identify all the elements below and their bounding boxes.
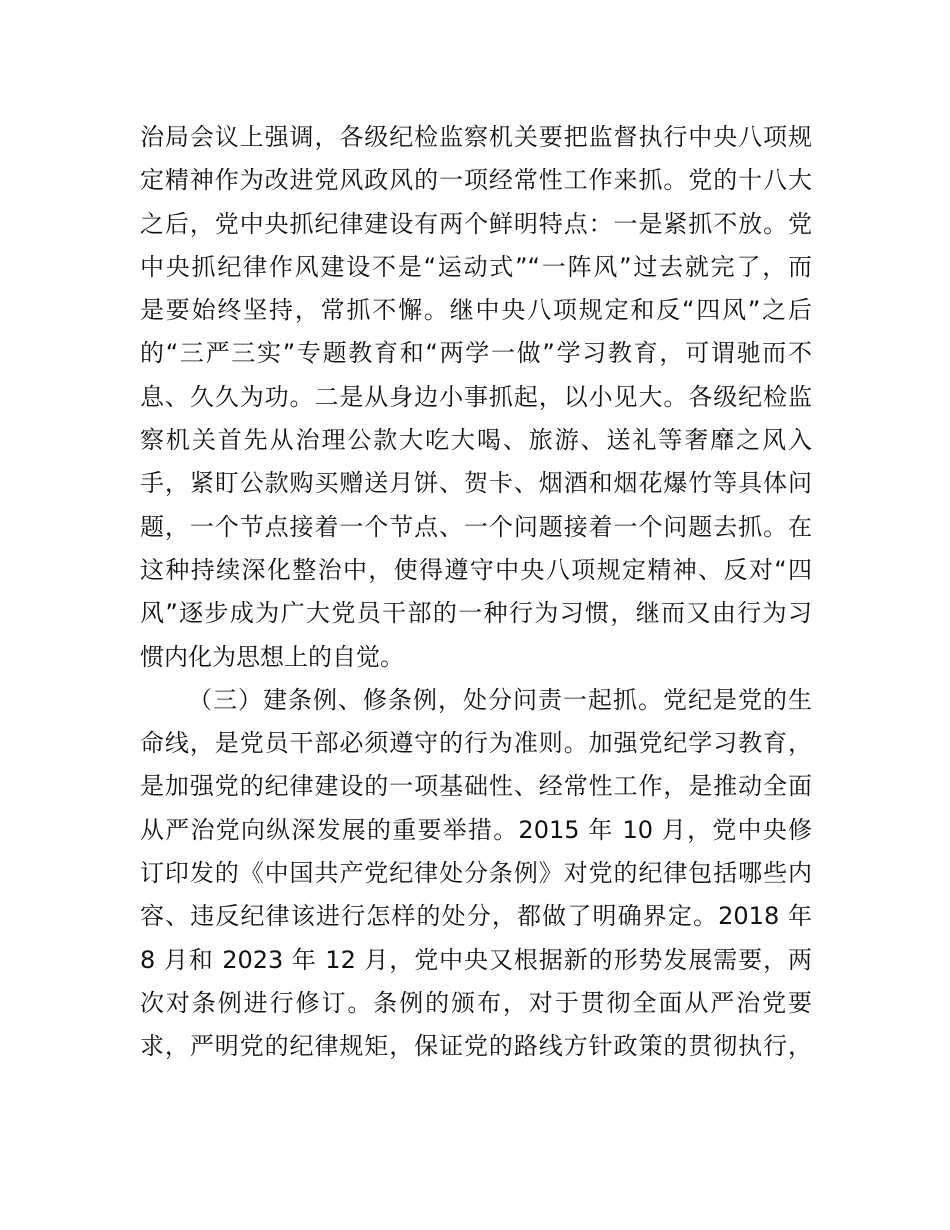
text-line: 惯内化为思想上的自觉。	[140, 642, 404, 671]
text-line: 之后，党中央抓纪律建设有两个鲜明特点：一是紧抓不放。党	[140, 209, 812, 238]
body-text	[140, 116, 812, 1069]
text-line: 察机关首先从治理公款大吃大喝、旅游、送礼等奢靡之风入	[140, 426, 812, 455]
text-line: 手，紧盯公款购买赠送月饼、贺卡、烟酒和烟花爆竹等具体问	[140, 469, 812, 498]
text-line: 定精神作为改进党风政风的一项经常性工作来抓。党的十八大	[140, 166, 812, 195]
text-line: 的“三严三实”专题教育和“两学一做”学习教育，可谓驰而不	[140, 339, 812, 368]
text-line: 8 月和 2023 年 12 月，党中央又根据新的形势发展需要，两	[140, 945, 812, 974]
text-line: 从严治党向纵深发展的重要举措。2015 年 10 月，党中央修	[140, 815, 812, 844]
text-line: 中央抓纪律作风建设不是“运动式”“一阵风”过去就完了，而	[140, 252, 812, 281]
text-line: 题，一个节点接着一个节点、一个问题接着一个问题去抓。在	[140, 512, 812, 541]
text-line: 次对条例进行修订。条例的颁布，对于贯彻全面从严治党要	[140, 988, 812, 1017]
text-line: 求，严明党的纪律规矩，保证党的路线方针政策的贯彻执行，	[140, 1032, 812, 1061]
text-line: 是要始终坚持，常抓不懈。继中央八项规定和反“四风”之后	[140, 296, 812, 325]
paragraph-1	[140, 116, 812, 679]
paragraph-2	[140, 679, 812, 1069]
text-line: 是加强党的纪律建设的一项基础性、经常性工作，是推动全面	[140, 772, 812, 801]
text-line: 这种持续深化整治中，使得遵守中央八项规定精神、反对“四	[140, 555, 812, 584]
text-line: 治局会议上强调，各级纪检监察机关要把监督执行中央八项规	[140, 123, 812, 151]
text-line: 容、违反纪律该进行怎样的处分，都做了明确界定。2018 年	[140, 902, 812, 931]
text-line: 命线，是党员干部必须遵守的行为准则。加强党纪学习教育，	[140, 729, 812, 758]
section-heading-line: （三）建条例、修条例，处分问责一起抓。党纪是党的生	[188, 685, 812, 714]
text-line: 息、久久为功。二是从身边小事抓起，以小见大。各级纪检监	[140, 382, 812, 411]
text-line: 订印发的《中国共产党纪律处分条例》对党的纪律包括哪些内	[140, 859, 812, 888]
text-line: 风”逐步成为广大党员干部的一种行为习惯，继而又由行为习	[140, 599, 812, 628]
